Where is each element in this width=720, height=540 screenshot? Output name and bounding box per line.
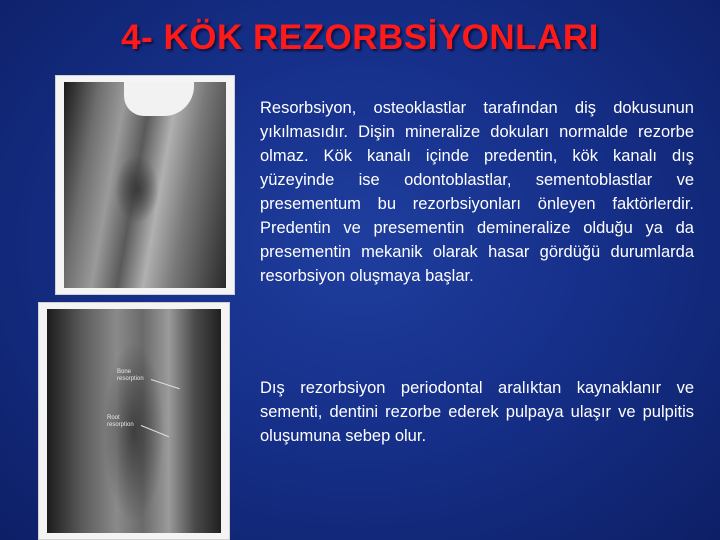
xray-image-bottom bbox=[38, 302, 230, 540]
tooth-crown-restoration bbox=[124, 82, 194, 116]
root-resorption-label: Root resorption bbox=[107, 415, 134, 428]
paragraph-external-resorption: Dış rezorbsiyon periodontal aralıktan kaynaklanır ve sementi, dentini rezorbe ederek pulpaya ulaşır ve pulpitis oluşumuna sebep olur. bbox=[260, 379, 694, 445]
xray-image-top bbox=[55, 75, 235, 295]
xray-film-bottom bbox=[47, 309, 221, 533]
bone-resorption-pointer bbox=[151, 379, 180, 389]
bone-resorption-label: Bone resorption bbox=[117, 369, 144, 382]
root-resorption-pointer bbox=[141, 425, 169, 437]
slide-title: 4- KÖK REZORBSİYONLARI bbox=[121, 18, 599, 57]
paragraph-resorption-definition: Resorbsiyon, osteoklastlar tarafından diş dokusunun yıkılmasıdır. Dişin mineralize dokuları normalde rezorbe olmaz. Kök kanalı içinde predentin, kök kanalı dış yüzeyinde ise odontoblastlar, sementoblastlar ve presementum bu rezorbsiyonları önleyen faktörlerdir. Predentin ve presementin demineralize olduğu ya da presementin mekanik olarak hasar gördüğü durumlarda resorbsiyon oluşmaya başlar. bbox=[260, 99, 694, 285]
xray-film-top bbox=[64, 82, 226, 288]
